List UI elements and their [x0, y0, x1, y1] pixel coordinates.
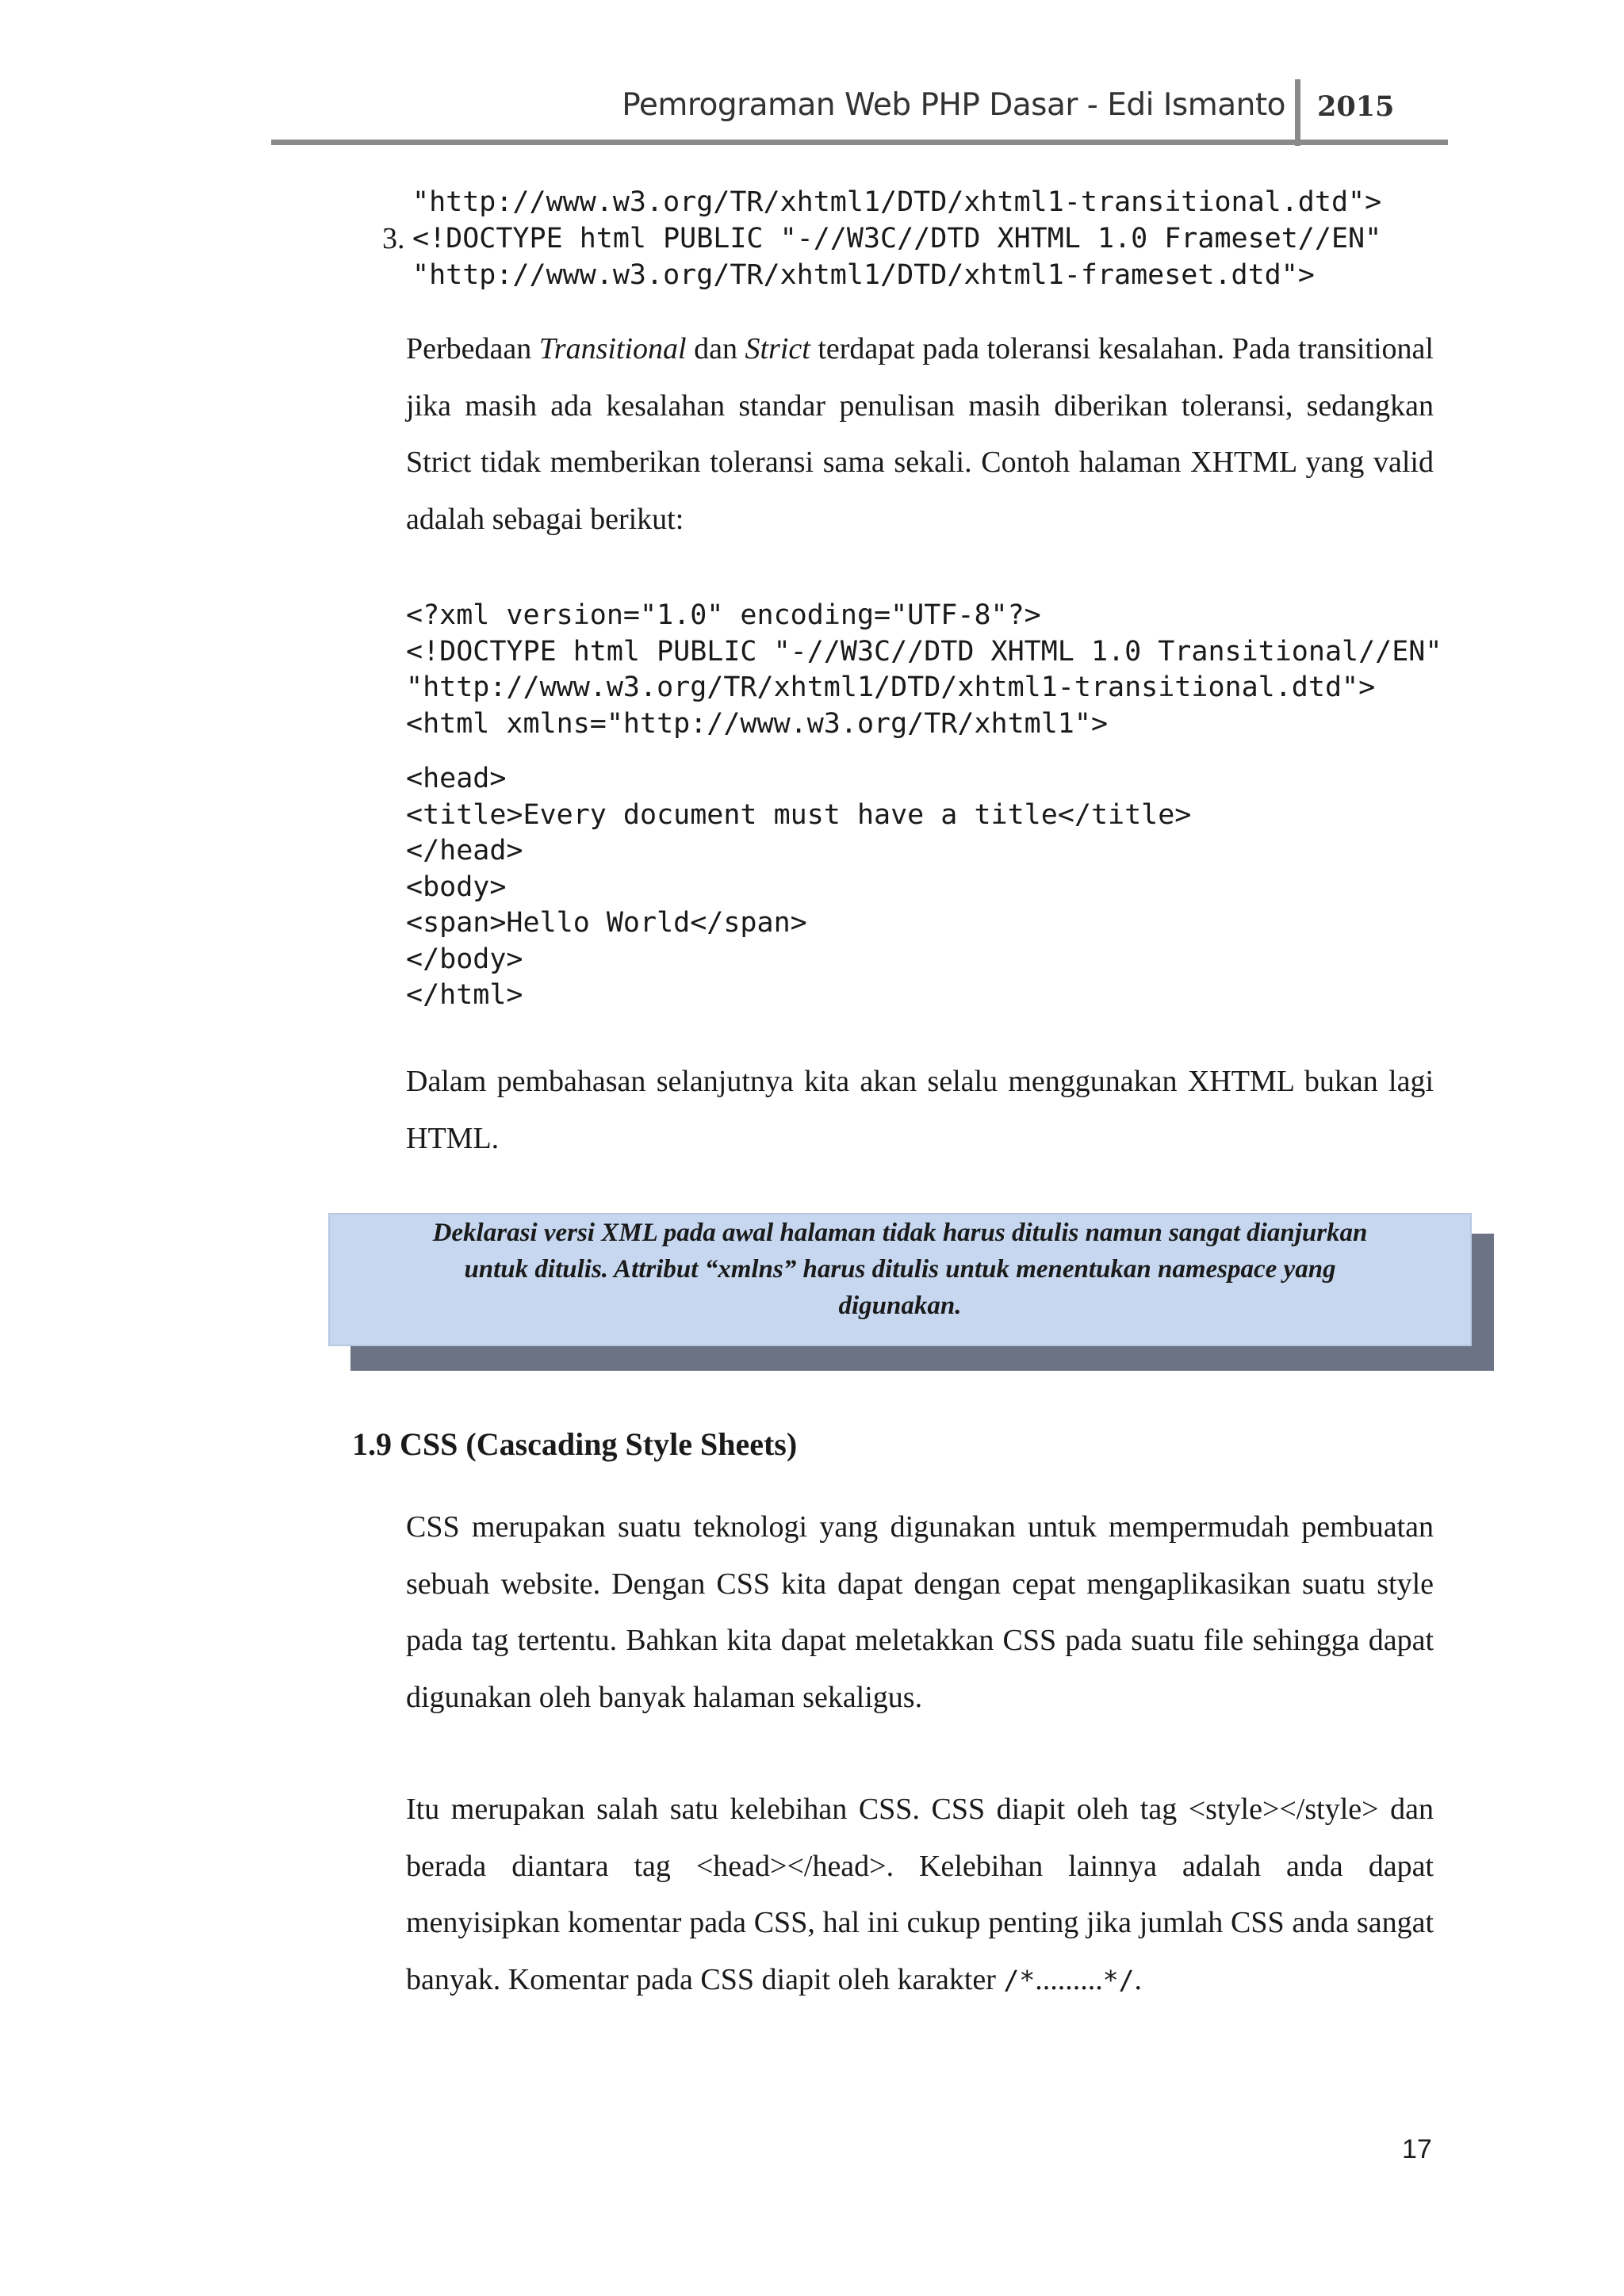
- term-transitional: Transitional: [538, 332, 687, 365]
- list-number: 3.: [382, 222, 405, 255]
- term-strict: Strict: [745, 332, 810, 365]
- code-line: </body>: [406, 943, 523, 975]
- code-line: <span>Hello World</span>: [406, 907, 807, 939]
- paragraph-text: Perbedaan: [406, 332, 539, 365]
- comment-dots: .........: [1035, 1962, 1103, 1996]
- header-rule: [271, 140, 1448, 145]
- section-heading: 1.9 CSS (Cascading Style Sheets): [352, 1426, 798, 1462]
- xhtml-code-example: [406, 598, 1442, 742]
- page-number: 17: [1402, 2134, 1432, 2164]
- doctype-continuation-line: "http://www.w3.org/TR/xhtml1/DTD/xhtml1-transitional.dtd">: [412, 186, 1382, 218]
- doctype-list: [382, 184, 1382, 293]
- code-line: "http://www.w3.org/TR/xhtml1/DTD/xhtml1-transitional.dtd">: [406, 672, 1376, 703]
- code-line: <!DOCTYPE html PUBLIC "-//W3C//DTD XHTML 1.0 Transitional//EN": [406, 635, 1442, 668]
- paragraph-text: terdapat pada toleransi kesalahan. Pada transitional jika masih ada kesalahan standar penulisan masih diberikan toleransi, sedangkan Strict tidak memberikan toleransi sama sekali. Contoh halaman XHTML yang valid adalah sebagai berikut:: [406, 332, 1434, 536]
- paragraph-xhtml-usage: Dalam pembahasan selanjutnya kita akan selalu menggunakan XHTML bukan lagi HTML.: [406, 1065, 1434, 1155]
- paragraph-text: dan: [686, 332, 745, 365]
- paragraph-css-comments: [406, 1781, 1434, 2008]
- note-line: digunakan.: [838, 1292, 962, 1320]
- note-line: untuk ditulis. Attribut “xmlns” harus ditulis untuk menentukan namespace yang: [464, 1255, 1336, 1284]
- code-line: <head>: [406, 763, 507, 794]
- doctype-frameset-line2: "http://www.w3.org/TR/xhtml1/DTD/xhtml1-frameset.dtd">: [412, 259, 1315, 291]
- header-separator: [1295, 79, 1300, 146]
- code-line: </html>: [406, 979, 523, 1011]
- header-year: 2015: [1317, 90, 1395, 123]
- code-line: <html xmlns="http://www.w3.org/TR/xhtml1">: [406, 707, 1109, 740]
- note-line: Deklarasi versi XML pada awal halaman tidak harus ditulis namun sangat dianjurkan: [432, 1219, 1368, 1247]
- paragraph-transitional-strict: [406, 321, 1434, 548]
- doctype-frameset-line1: <!DOCTYPE html PUBLIC "-//W3C//DTD XHTML 1.0 Frameset//EN": [412, 223, 1382, 254]
- code-line: </head>: [406, 835, 523, 867]
- header-title: Pemrograman Web PHP Dasar - Edi Ismanto: [622, 87, 1285, 123]
- paragraph-css-intro: CSS merupakan suatu teknologi yang digunakan untuk mempermudah pembuatan sebuah website. Dengan CSS kita dapat dengan cepat mengaplikasikan suatu style pada tag tertentu. Bahkan kita dapat meletakkan CSS pada suatu file sehingga dapat digunakan oleh banyak halaman sekaligus.: [406, 1510, 1434, 1714]
- comment-open-code: /*: [1003, 1964, 1036, 1996]
- code-line: <?xml version="1.0" encoding="UTF-8"?>: [406, 599, 1041, 631]
- page-header: [0, 0, 1624, 151]
- paragraph-text: Itu merupakan salah satu kelebihan CSS. CSS diapit oleh tag <style></style> dan berada diantara tag <head></head>. Kelebihan lainnya adalah anda dapat menyisipkan komentar pada CSS, hal ini cukup penting jika jumlah CSS anda sangat banyak. Komentar pada CSS diapit oleh karakter: [406, 1793, 1434, 1996]
- comment-close-code: */: [1102, 1964, 1135, 1996]
- note-text: [381, 1215, 1419, 1324]
- xhtml-code-body: [406, 761, 1191, 1014]
- code-line: <body>: [406, 871, 507, 903]
- code-line: <title>Every document must have a title</title>: [406, 798, 1192, 831]
- paragraph-text: .: [1134, 1962, 1142, 1996]
